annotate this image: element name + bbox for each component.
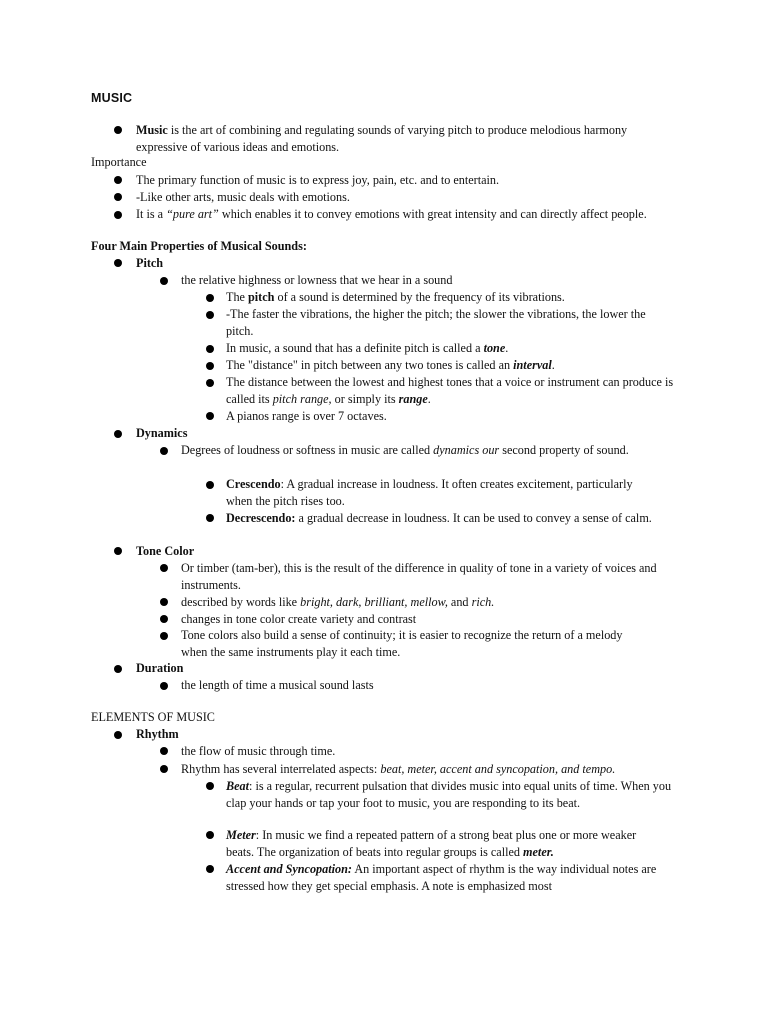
rhythm-aspects: Rhythm has several interrelated aspects: beat, meter, accent and syncopation, and tempo. [181,762,616,776]
bullet [206,481,214,489]
intro-term: Music [136,123,168,137]
pitch-label: Pitch [136,256,164,270]
bullet [114,665,122,673]
tone-color-item: described by words like bright, dark, brilliant, mellow, and rich. [181,595,495,609]
bullet [206,294,214,302]
bullet [206,514,214,522]
rhythm-desc: the flow of music through time. [181,744,336,758]
bullet [206,782,214,790]
bullet [160,564,168,572]
importance-item: -Like other arts, music deals with emotions. [136,190,350,204]
tone-color-item: Tone colors also build a sense of continuity; it is easier to recognize the return of a melody when the same instruments play it each time. [181,628,623,659]
bullet [206,379,214,387]
dynamics-desc: Degrees of loudness or softness in music are called dynamics our second property of sound. [181,443,629,457]
importance-item: It is a “pure art” which enables it to convey emotions with great intensity and can directly affect people. [136,207,647,221]
pitch-item: The distance between the lowest and highest tones that a voice or instrument can produce is called its pitch range, or simply its range. [226,375,674,406]
bullet [206,362,214,370]
rhythm-item: Beat: is a regular, recurrent pulsation that divides music into equal units of time. When you clap your hands or tap your foot to music, you are responding to its beat. [226,779,672,810]
duration-label: Duration [136,661,184,675]
dynamics-item: Decrescendo: a gradual decrease in loudness. It can be used to convey a sense of calm. [226,511,652,525]
bullet [160,632,168,640]
bullet [114,259,122,267]
bullet [160,598,168,606]
bullet [206,311,214,319]
rhythm-item: Meter: In music we find a repeated pattern of a strong beat plus one or more weaker beats. The organization of beats into regular groups is called meter. [226,828,637,859]
bullet [160,277,168,285]
bullet [160,747,168,755]
dynamics-item: Crescendo: A gradual increase in loudness. It often creates excitement, particularly when the pitch rises too. [226,477,633,508]
page-title: MUSIC [91,91,133,105]
tone-color-label: Tone Color [136,544,195,558]
tone-color-item: Or timber (tam-ber), this is the result of the difference in quality of tone in a variety of voices and instruments. [181,561,657,592]
bullet [114,547,122,555]
bullet [160,682,168,690]
dynamics-label: Dynamics [136,426,188,440]
bullet [206,412,214,420]
pitch-desc: the relative highness or lowness that we hear in a sound [181,273,453,287]
bullet [114,211,122,219]
properties-heading: Four Main Properties of Musical Sounds: [91,239,307,253]
bullet [160,765,168,773]
bullet [114,731,122,739]
tone-color-item: changes in tone color create variety and contrast [181,612,417,626]
pitch-item: The "distance" in pitch between any two tones is called an interval. [226,358,555,372]
bullet [206,831,214,839]
bullet [160,615,168,623]
pitch-item: The pitch of a sound is determined by the frequency of its vibrations. [226,290,565,304]
rhythm-item: Accent and Syncopation: An important aspect of rhythm is the way individual notes are stressed how they get special emphasis. A note is emphasized most [226,862,657,893]
importance-heading: Importance [91,155,147,169]
pitch-item: A pianos range is over 7 octaves. [226,409,387,423]
duration-desc: the length of time a musical sound lasts [181,678,374,692]
bullet [114,176,122,184]
bullet [114,126,122,134]
importance-item: The primary function of music is to express joy, pain, etc. and to entertain. [136,173,500,187]
bullet [206,865,214,873]
bullet [114,193,122,201]
bullet [114,430,122,438]
elements-heading: ELEMENTS OF MUSIC [91,710,215,724]
pitch-item: In music, a sound that has a definite pitch is called a tone. [226,341,509,355]
bullet [206,345,214,353]
intro-text: Music is the art of combining and regulating sounds of varying pitch to produce melodious harmony expressive of various ideas and emotions. [136,123,628,154]
bullet [160,447,168,455]
rhythm-label: Rhythm [136,727,179,741]
pitch-item: -The faster the vibrations, the higher the pitch; the slower the vibrations, the lower the pitch. [226,307,646,338]
